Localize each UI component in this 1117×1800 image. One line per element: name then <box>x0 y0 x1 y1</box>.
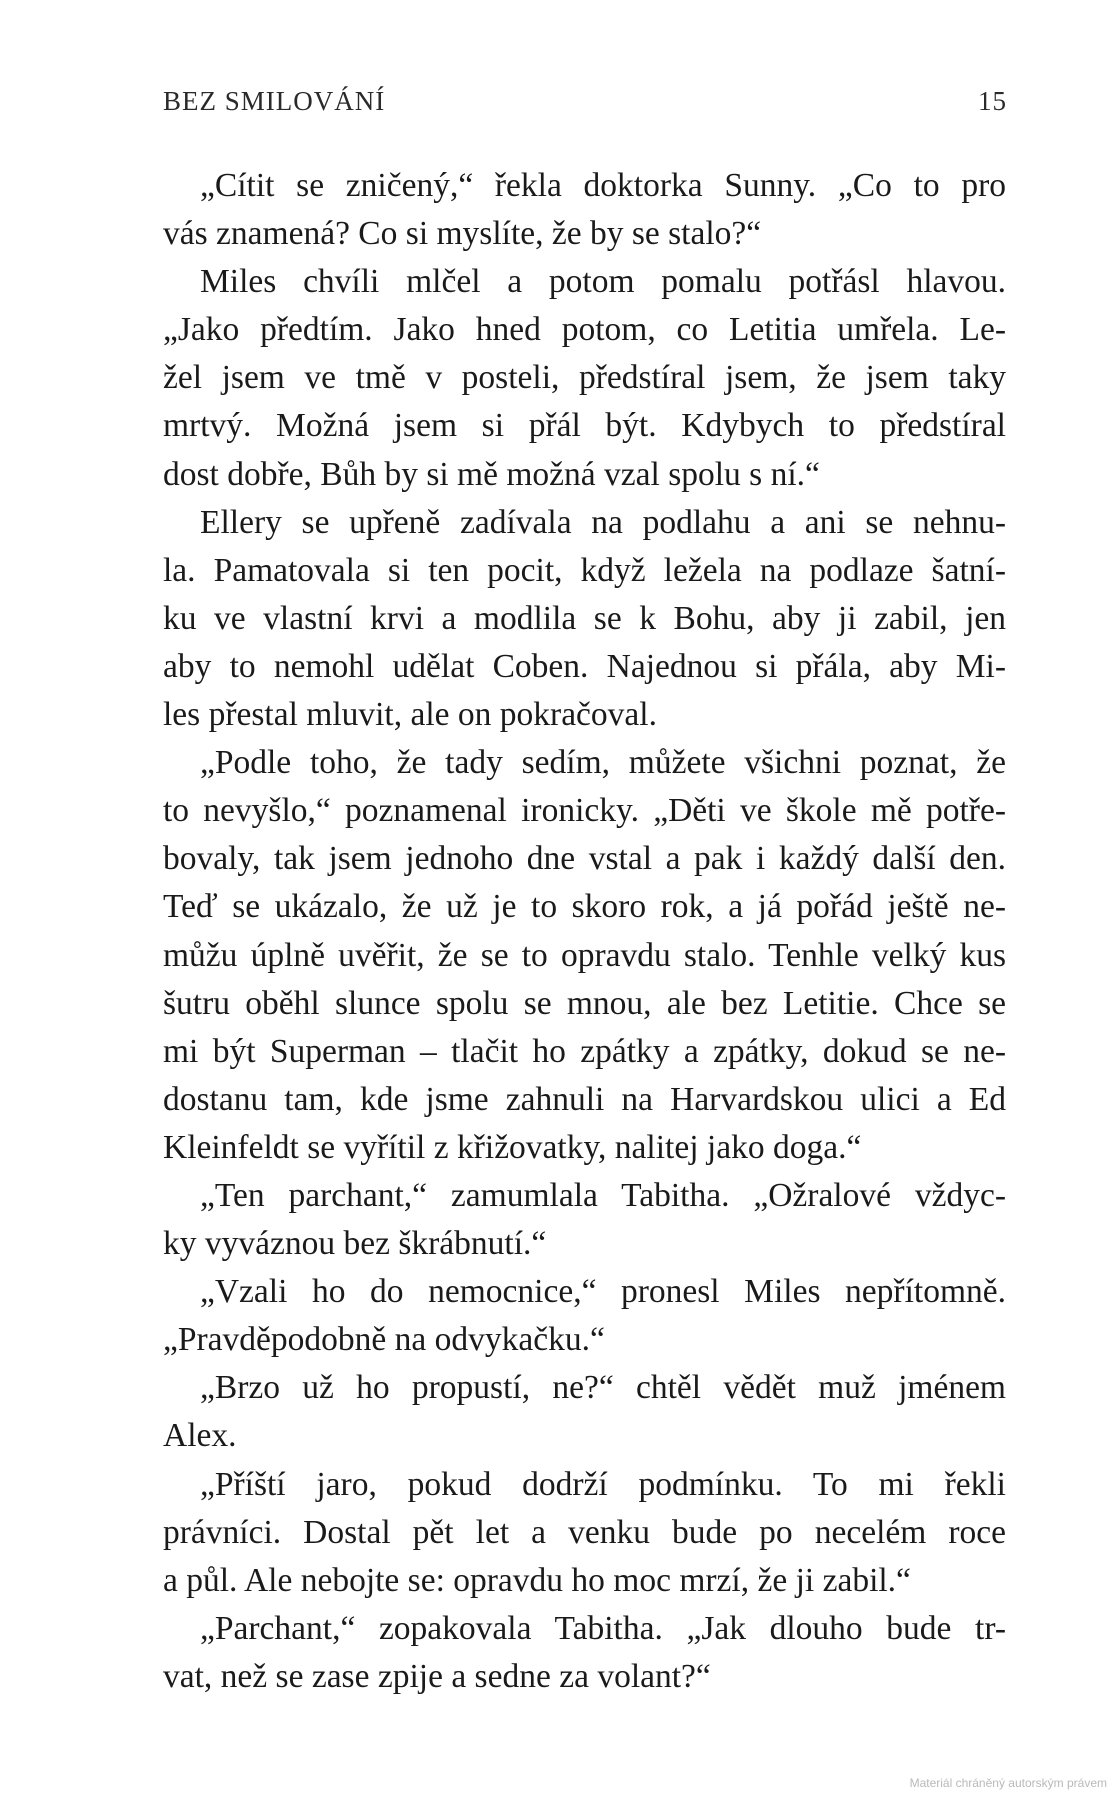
text-line: šutru oběhl slunce spolu se mnou, ale bez Letitie. Chce se <box>163 984 1006 1022</box>
paragraph <box>163 1172 1006 1268</box>
running-header <box>163 86 1007 126</box>
body-text <box>163 162 1006 1701</box>
text-line: ku ve vlastní krvi a modlila se k Bohu, aby ji zabil, jen <box>163 599 1006 637</box>
text-line: „Pravděpodobně na odvykačku.“ <box>163 1321 605 1359</box>
text-line: mrtvý. Možná jsem si přál být. Kdybych to předstíral <box>163 407 1006 445</box>
text-line: „Brzo už ho propustí, ne?“ chtěl vědět muž jménem <box>200 1369 1006 1407</box>
text-line: ky vyváznou bez škrábnutí.“ <box>163 1225 547 1263</box>
copyright-watermark: Materiál chráněný autorským právem <box>909 1776 1107 1790</box>
text-line: vat, než se zase zpije a sedne za volant?“ <box>163 1657 711 1695</box>
paragraph <box>163 1364 1006 1460</box>
text-line: „Příští jaro, pokud dodrží podmínku. To mi řekli <box>200 1465 1006 1503</box>
text-line: Ellery se upřeně zadívala na podlahu a ani se nehnu- <box>200 503 1006 541</box>
text-line: dostanu tam, kde jsme zahnuli na Harvardskou ulici a Ed <box>163 1080 1006 1118</box>
paragraph <box>163 258 1006 498</box>
text-line: to nevyšlo,“ poznamenal ironicky. „Děti ve škole mě potře- <box>163 792 1006 830</box>
text-line: „Vzali ho do nemocnice,“ pronesl Miles nepřítomně. <box>200 1273 1006 1311</box>
text-line: „Jako předtím. Jako hned potom, co Letitia umřela. Le- <box>163 311 1006 349</box>
text-line: mi být Superman – tlačit ho zpátky a zpátky, dokud se ne- <box>163 1032 1006 1070</box>
text-line: „Podle toho, že tady sedím, můžete všichni poznat, že <box>200 744 1006 782</box>
text-line: Teď se ukázalo, že už je to skoro rok, a já pořád ještě ne- <box>163 888 1006 926</box>
text-line: můžu úplně uvěřit, že se to opravdu stalo. Tenhle velký kus <box>163 936 1006 974</box>
text-line: Miles chvíli mlčel a potom pomalu potřásl hlavou. <box>200 263 1006 301</box>
text-line: Alex. <box>163 1417 237 1455</box>
paragraph <box>163 1605 1006 1701</box>
text-line: aby to nemohl udělat Coben. Najednou si přála, aby Mi- <box>163 647 1006 685</box>
text-line: právníci. Dostal pět let a venku bude po necelém roce <box>163 1513 1006 1551</box>
paragraph <box>163 1268 1006 1364</box>
text-line: les přestal mluvit, ale on pokračoval. <box>163 696 657 734</box>
paragraph <box>163 1461 1006 1605</box>
text-line: la. Pamatovala si ten pocit, když ležela na podlaze šatní- <box>163 551 1006 589</box>
book-title: BEZ SMILOVÁNÍ <box>163 86 386 116</box>
paragraph <box>163 739 1006 1172</box>
text-line: Kleinfeldt se vyřítil z křižovatky, nalitej jako doga.“ <box>163 1128 862 1166</box>
paragraph <box>163 162 1006 258</box>
text-line: dost dobře, Bůh by si mě možná vzal spolu s ní.“ <box>163 455 820 493</box>
text-line: „Cítit se zničený,“ řekla doktorka Sunny. „Co to pro <box>200 167 1006 204</box>
page-number: 15 <box>978 86 1007 116</box>
paragraph <box>163 499 1006 739</box>
text-line: bovaly, tak jsem jednoho dne vstal a pak i každý další den. <box>163 840 1006 878</box>
text-line: „Ten parchant,“ zamumlala Tabitha. „Ožralové vždyc- <box>200 1176 1006 1214</box>
text-line: vás znamená? Co si myslíte, že by se stalo?“ <box>163 215 762 253</box>
text-line: „Parchant,“ zopakovala Tabitha. „Jak dlouho bude tr- <box>200 1609 1006 1647</box>
text-line: žel jsem ve tmě v posteli, předstíral jsem, že jsem taky <box>163 359 1006 397</box>
text-line: a půl. Ale nebojte se: opravdu ho moc mrzí, že ji zabil.“ <box>163 1561 911 1599</box>
